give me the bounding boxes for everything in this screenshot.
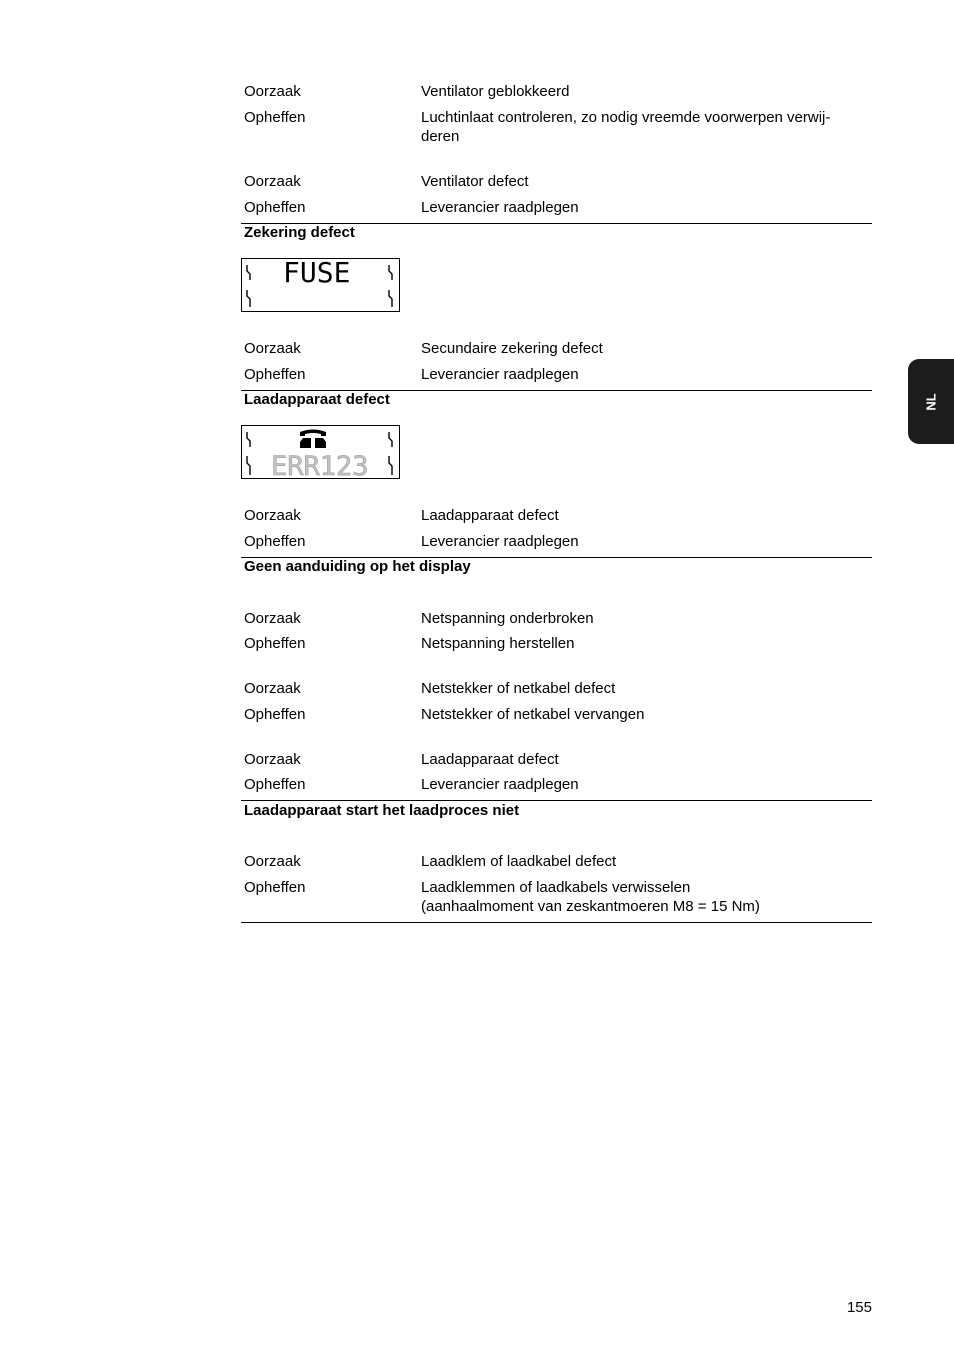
remedy-row (244, 634, 872, 653)
lcd-text: ERR123 (271, 451, 369, 479)
row-value-line: Netstekker of netkabel vervangen (421, 706, 645, 723)
cause-row (244, 339, 872, 358)
row-value (421, 532, 872, 551)
lcd-display (241, 425, 400, 479)
language-tab (908, 359, 954, 444)
remedy-row (244, 775, 872, 794)
row-label: Opheffen (244, 706, 306, 723)
remedy-row (244, 365, 872, 384)
section-heading: Laadapparaat start het laadproces niet (244, 802, 520, 819)
page-number: 155 (846, 1299, 872, 1316)
remedy-row (244, 705, 872, 724)
remedy-row (244, 532, 872, 551)
row-value-line: Ventilator defect (421, 173, 529, 190)
row-label: Oorzaak (244, 610, 301, 627)
row-value (421, 609, 872, 628)
row-value-line: Ventilator geblokkeerd (421, 83, 570, 100)
row-label: Opheffen (244, 109, 306, 126)
cause-row (244, 852, 872, 871)
cause-row (244, 750, 872, 769)
row-label: Opheffen (244, 533, 306, 550)
section-heading: Laadapparaat defect (244, 391, 390, 408)
cause-row (244, 609, 872, 628)
row-value (421, 82, 872, 101)
cause-row (244, 172, 872, 191)
row-value (421, 705, 872, 724)
row-value-line: Luchtinlaat controleren, zo nodig vreemde voorwerpen verwij- (421, 109, 831, 126)
row-value (421, 108, 872, 146)
remedy-row (244, 198, 872, 217)
row-label: Oorzaak (244, 751, 301, 768)
cause-row (244, 679, 872, 698)
row-value (421, 172, 872, 191)
row-label: Oorzaak (244, 853, 301, 870)
row-value (421, 878, 872, 916)
lcd-display (241, 258, 400, 312)
cause-row (244, 82, 872, 101)
row-label: Opheffen (244, 635, 306, 652)
row-value-line: Leverancier raadplegen (421, 533, 579, 550)
row-value-line: Laadklemmen of laadkabels verwisselen (421, 879, 691, 896)
section-divider (241, 922, 872, 923)
row-value (421, 198, 872, 217)
row-value-line: deren (421, 128, 460, 145)
row-value (421, 775, 872, 794)
row-value-line: Netstekker of netkabel defect (421, 680, 616, 697)
row-value (421, 365, 872, 384)
section-heading: Zekering defect (244, 224, 355, 241)
row-value-line: Leverancier raadplegen (421, 366, 579, 383)
row-label: Opheffen (244, 776, 306, 793)
cause-row (244, 506, 872, 525)
row-value (421, 634, 872, 653)
row-label: Oorzaak (244, 680, 301, 697)
row-value-line: Netspanning onderbroken (421, 610, 594, 627)
row-label: Opheffen (244, 199, 306, 216)
row-value-line: (aanhaalmoment van zeskantmoeren M8 = 15 Nm) (421, 898, 760, 915)
row-label: Opheffen (244, 366, 306, 383)
row-value-line: Laadapparaat defect (421, 751, 559, 768)
row-value-line: Netspanning herstellen (421, 635, 575, 652)
section-heading: Geen aanduiding op het display (244, 558, 471, 575)
row-label: Oorzaak (244, 173, 301, 190)
row-value-line: Secundaire zekering defect (421, 340, 603, 357)
row-value-line: Leverancier raadplegen (421, 199, 579, 216)
row-label: Opheffen (244, 879, 306, 896)
row-value-line: Laadklem of laadkabel defect (421, 853, 617, 870)
remedy-row (244, 108, 872, 145)
row-value (421, 679, 872, 698)
row-value-line: Laadapparaat defect (421, 507, 559, 524)
row-label: Oorzaak (244, 340, 301, 357)
row-value (421, 339, 872, 358)
row-value (421, 506, 872, 525)
lcd-text: FUSE (283, 258, 351, 289)
row-value-line: Leverancier raadplegen (421, 776, 579, 793)
row-value (421, 852, 872, 871)
language-tab-label: NL (923, 392, 939, 411)
remedy-row (244, 878, 872, 915)
row-label: Oorzaak (244, 507, 301, 524)
row-label: Oorzaak (244, 83, 301, 100)
row-value (421, 750, 872, 769)
